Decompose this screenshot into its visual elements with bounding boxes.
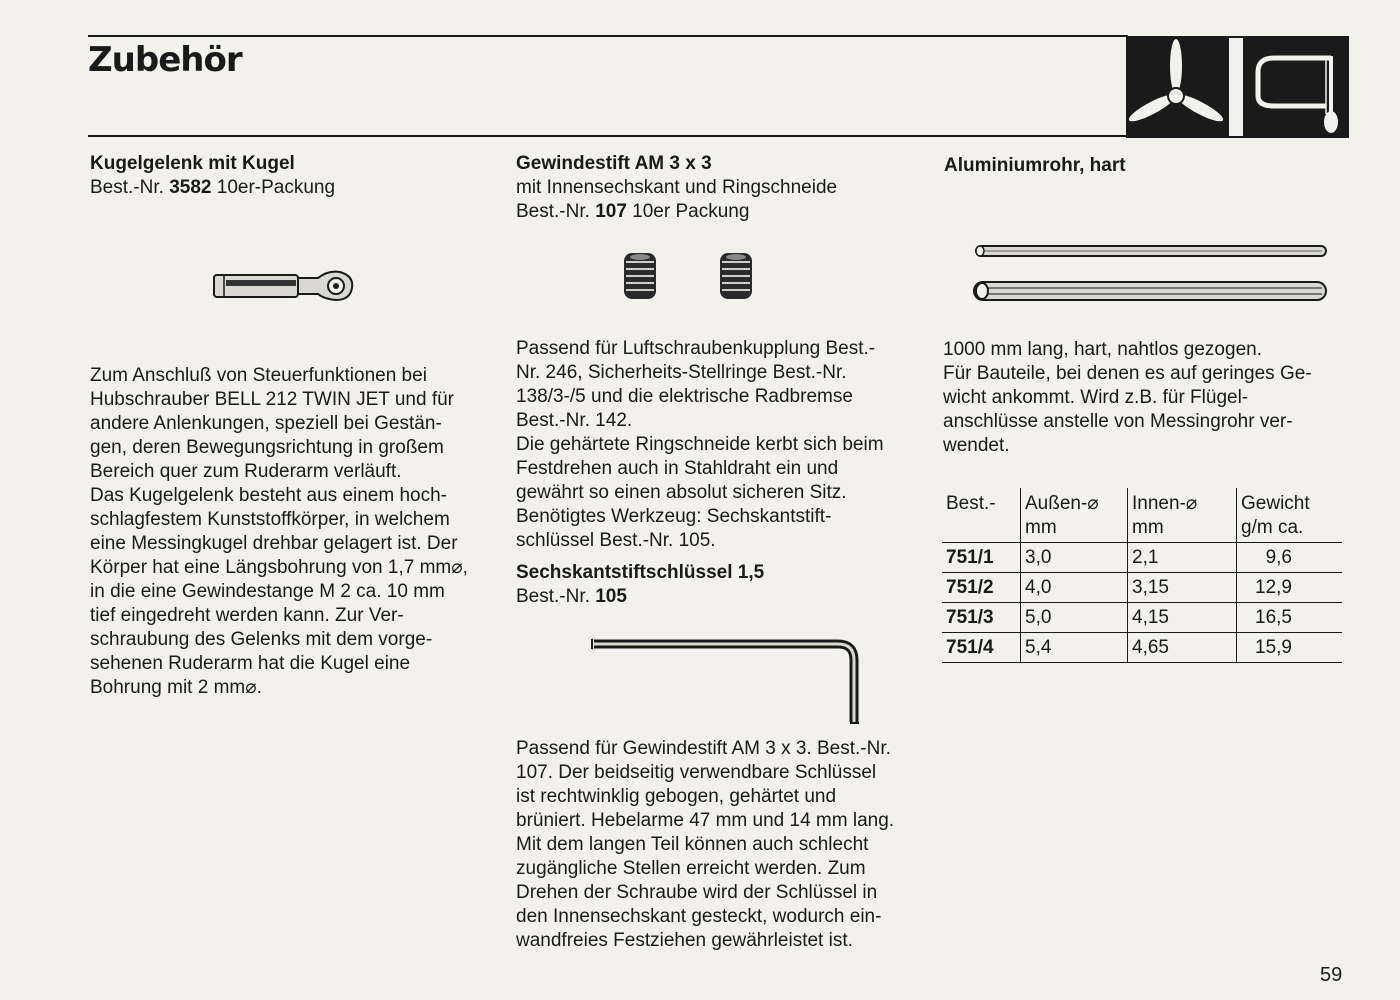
header-aussen: Außen-⌀ mm xyxy=(1021,488,1128,543)
page-number: 59 xyxy=(1320,964,1343,986)
sechskantschluessel-description: Passend für Gewindestift AM 3 x 3. Best.-Nr. 107. Der beidseitig verwendbare Schlüssel ist rechtwinklig gebogen, gehärtet und brüniert. Hebelarme 47 mm und 14 mm lang. Mit dem langen Teil können auch schlecht zugängliche Stellen erreicht werden. Zum Drehen der Schraube wird der Schlüssel in den Innensechskant gesteckt, wodurch ein- wandfreies Festziehen gewährleistet ist. xyxy=(516,738,895,951)
table-row: 751/2 4,0 3,15 12,9 xyxy=(942,573,1342,603)
kugelgelenk-order-number: 3582 xyxy=(169,177,212,198)
kugelgelenk-description: Zum Anschluß von Steuerfunktionen bei Hubschrauber BELL 212 TWIN JET und für andere Anlenkungen, speziell bei Gestän- gen, deren Bewegungsrichtung in großem Bereich quer zum Ruderarm verläuft. Das Kugelgelenk besteht aus einem hoch- schlagfestem Kunststoffkörper, in welchem eine Messingkugel drehbar gelagert ist. Der Körper hat eine Längsbohrung von 1,7 mm⌀, in die eine Gewindestange M 2 ca. 10 mm tief eingedreht werden kann. Zur Ver- schraubung des Gelenks mit dem vorge- sehenen Ruderarm hat die Kugel eine Bohrung mit 2 mm⌀. xyxy=(90,365,468,698)
header-icon-box xyxy=(1126,36,1349,138)
top-rule xyxy=(88,35,1128,37)
kugelgelenk-heading: Kugelgelenk mit Kugel xyxy=(90,153,295,174)
fretsaw-icon xyxy=(1126,36,1349,138)
gewindestift-order-number: 107 xyxy=(595,201,627,222)
table-row: 751/4 5,4 4,65 15,9 xyxy=(942,633,1342,663)
hex-key-illustration xyxy=(588,634,868,728)
table-row: 751/3 5,0 4,15 16,5 xyxy=(942,603,1342,633)
gewindestift-order-line: Best.-Nr. 107 10er Packung xyxy=(516,201,750,222)
header-best: Best.- xyxy=(942,488,1021,543)
set-screw-illustration xyxy=(620,250,760,302)
ball-joint-illustration xyxy=(210,266,360,306)
sechskantschluessel-heading: Sechskantstiftschlüssel 1,5 xyxy=(516,562,765,583)
column-sechskantschluessel xyxy=(516,561,926,609)
gewindestift-subtitle: mit Innensechskant und Ringschneide xyxy=(516,177,838,198)
sechskantschluessel-order-number: 105 xyxy=(595,586,627,607)
page-title: Zubehör xyxy=(88,40,242,80)
header-gewicht: Gewicht g/m ca. xyxy=(1237,488,1343,543)
sechskantschluessel-order-line: Best.-Nr. 105 xyxy=(516,586,627,607)
header-bottom-rule xyxy=(88,135,1128,137)
gewindestift-description: Passend für Luftschraubenkupplung Best.- Nr. 246, Sicherheits-Stellringe Best.-Nr. 138/3-/5 und die elektrische Radbremse Best.-Nr. 142. Die gehärtete Ringschneide kerbt sich beim Festdrehen auch in Stahldraht ein und gewährt so einen absolut sicheren Sitz. Benötigtes Werkzeug: Sechskantstift- schlüssel Best.-Nr. 105. xyxy=(516,338,884,551)
aluminiumrohr-description: 1000 mm lang, hart, nahtlos gezogen. Für Bauteile, bei denen es auf geringes Ge- wicht ankommt. Wird z.B. für Flügel- anschlüsse anstelle von Messingrohr ver- wendet. xyxy=(943,339,1312,456)
gewindestift-heading: Gewindestift AM 3 x 3 xyxy=(516,153,712,174)
column-kugelgelenk xyxy=(90,152,500,200)
aluminiumrohr-heading: Aluminiumrohr, hart xyxy=(944,155,1126,176)
table-row: 751/1 3,0 2,1 9,6 xyxy=(942,543,1342,573)
header-innen: Innen-⌀ mm xyxy=(1128,488,1237,543)
aluminium-tube-illustration xyxy=(970,238,1330,308)
kugelgelenk-order-line: Best.-Nr. 3582 10er-Packung xyxy=(90,177,336,198)
table-header-row xyxy=(942,488,1342,543)
column-gewindestift xyxy=(516,152,926,224)
column-aluminiumrohr xyxy=(944,154,1344,178)
aluminium-tube-spec-table xyxy=(942,488,1342,663)
